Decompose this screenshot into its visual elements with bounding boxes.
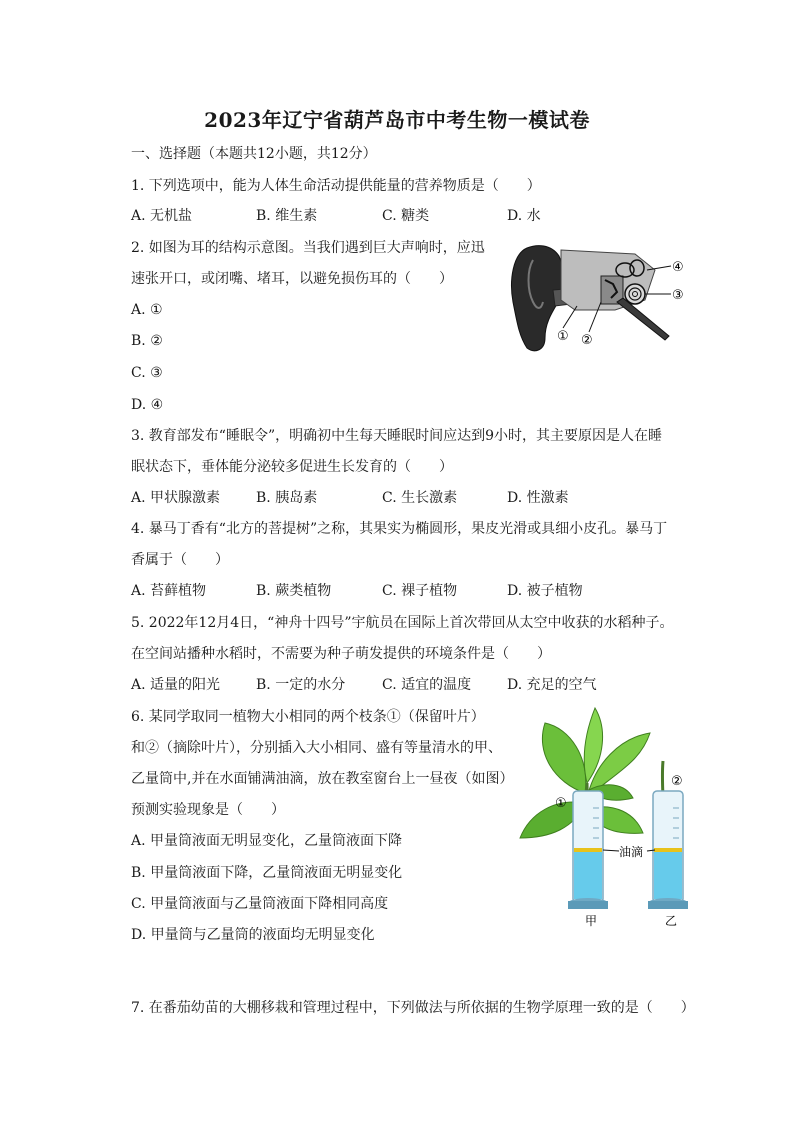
transpiration-experiment-figure [515,703,710,928]
q4-stem-line2: 香属于（ ） [131,552,229,568]
cochlea-shape [625,284,645,304]
q1-stem: 1. 下列选项中，能为人体生命活动提供能量的营养物质是（ ） [131,178,541,194]
q4-option-b[interactable]: B. 蕨类植物 [256,583,332,599]
q6-option-c[interactable]: C. 甲量筒液面与乙量筒液面下降相同高度 [131,896,389,912]
q1-option-c[interactable]: C. 糖类 [382,208,430,224]
cylinder-a-label: 甲 [585,914,598,928]
q4-option-a[interactable]: A. 苔藓植物 [131,583,207,599]
q3-option-d[interactable]: D. 性激素 [507,490,569,506]
q6-option-b[interactable]: B. 甲量筒液面下降，乙量筒液面无明显变化 [131,865,403,881]
q4-option-d[interactable]: D. 被子植物 [507,583,583,599]
q1-option-d[interactable]: D. 水 [507,208,541,224]
q6-stem-line3: 乙量筒中,并在水面铺满油滴，放在教室窗台上一昼夜（如图） [131,771,514,787]
q5-option-b[interactable]: B. 一定的水分 [256,677,346,693]
ear-label-3: ③ [672,288,684,303]
q3-option-c[interactable]: C. 生长激素 [382,490,458,506]
q4-option-c[interactable]: C. 裸子植物 [382,583,458,599]
page-title: 2023年辽宁省葫芦岛市中考生物一模试卷 [204,108,590,132]
q7-stem: 7. 在番茄幼苗的大棚移栽和管理过程中，下列做法与所依据的生物学原理一致的是（ ） [131,1000,695,1016]
q6-stem-line4: 预测实验现象是（ ） [131,802,285,818]
q4-stem-line1: 4. 暴马丁香有“北方的菩提树”之称，其果实为椭圆形，果皮光滑或具细小皮孔。暴马丁 [131,521,668,537]
q3-option-a[interactable]: A. 甲状腺激素 [131,490,221,506]
q5-option-d[interactable]: D. 充足的空气 [507,677,597,693]
ear-label-1: ① [557,329,569,344]
q3-stem-line1: 3. 教育部发布“睡眠令”，明确初中生每天睡眠时间应达到9小时，其主要原因是人在睡 [131,428,663,444]
q2-option-b[interactable]: B. ② [131,333,163,349]
section-heading: 一、选择题（本题共12小题，共12分） [131,146,377,162]
q2-option-d[interactable]: D. ④ [131,397,164,413]
q1-option-b[interactable]: B. 维生素 [256,208,318,224]
q6-option-d[interactable]: D. 甲量筒与乙量筒的液面均无明显变化 [131,927,375,943]
ear-label-2: ② [581,333,593,348]
q6-option-a[interactable]: A. 甲量筒液面无明显变化，乙量筒液面下降 [131,833,403,849]
q5-option-c[interactable]: C. 适宜的温度 [382,677,472,693]
q6-stem-line2: 和②（摘除叶片），分别插入大小相同、盛有等量清水的甲、 [131,740,502,756]
q3-option-b[interactable]: B. 胰岛素 [256,490,318,506]
branch2-label: ② [671,774,683,789]
q6-stem-line1: 6. 某同学取同一植物大小相同的两个枝条①（保留叶片） [131,709,485,725]
q1-option-a[interactable]: A. 无机盐 [131,208,193,224]
branch1-label: ① [555,796,567,811]
q5-option-a[interactable]: A. 适量的阳光 [131,677,221,693]
cylinder-b-label: 乙 [665,914,678,928]
ear-label-4: ④ [672,260,684,275]
q2-option-a[interactable]: A. ① [131,302,163,318]
q2-option-c[interactable]: C. ③ [131,365,163,381]
q3-stem-line2: 眠状态下，垂体能分泌较多促进生长发育的（ ） [131,459,453,475]
oil-label: 油滴 [619,845,644,859]
q5-stem-line2: 在空间站播种水稻时，不需要为种子萌发提供的环境条件是（ ） [131,646,551,662]
q2-stem-line2: 速张开口，或闭嘴、堵耳，以避免损伤耳的（ ） [131,271,453,287]
q2-stem-line1: 2. 如图为耳的结构示意图。当我们遇到巨大声响时，应迅 [131,240,485,256]
ear-structure-figure [505,240,695,355]
q5-stem-line1: 5. 2022年12月4日，“神舟十四号”宇航员在国际上首次带回从太空中收获的水稻种子。 [131,615,674,631]
